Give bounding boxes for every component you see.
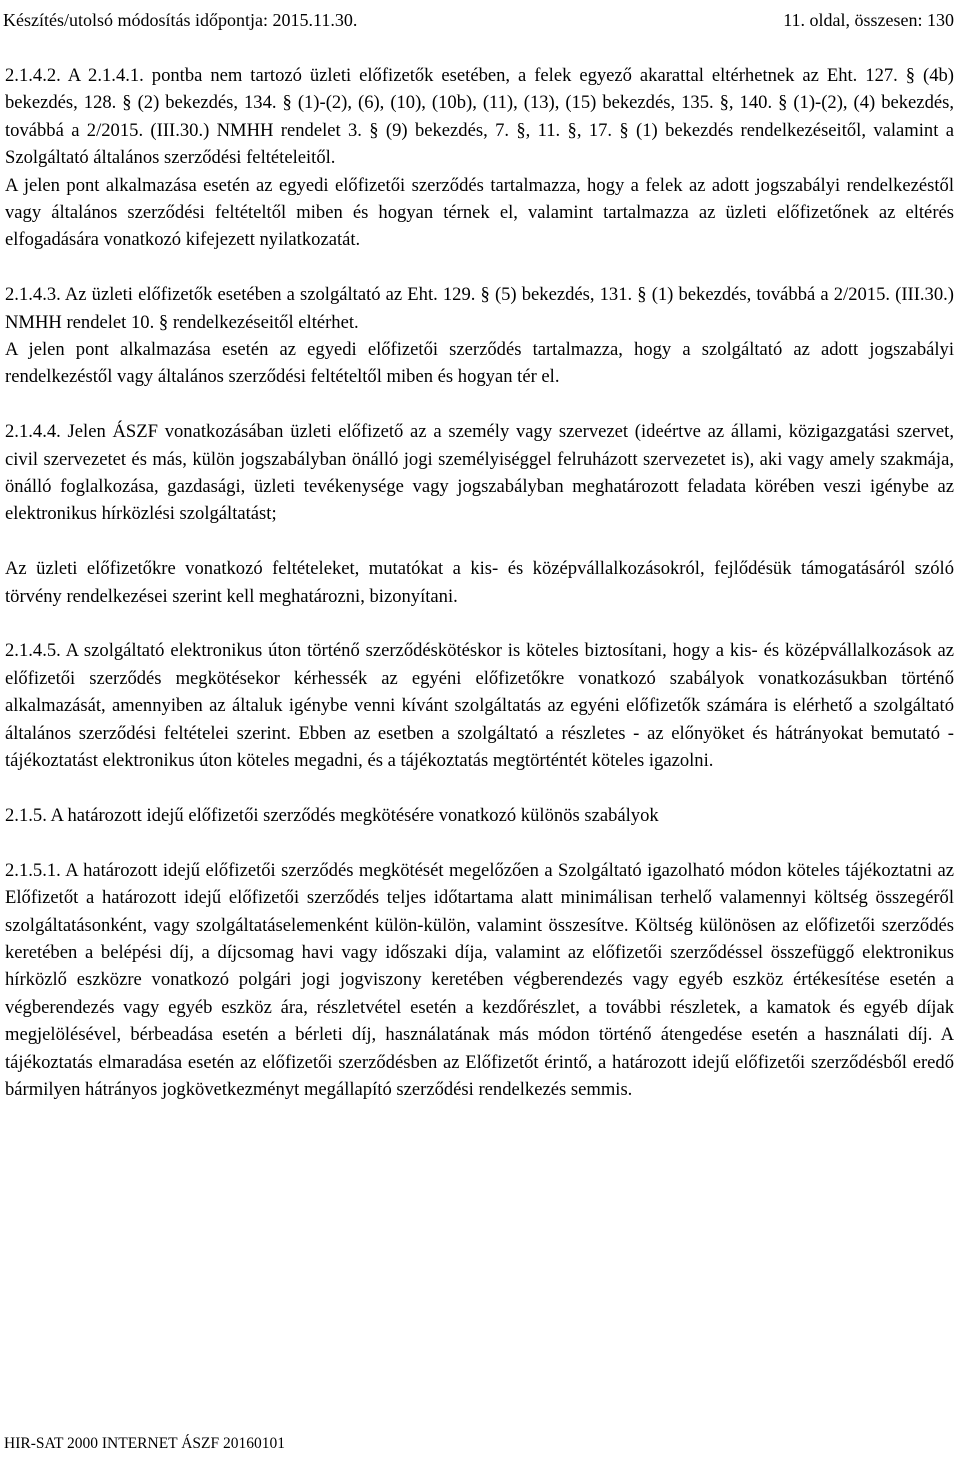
sme-conditions-paragraph: Az üzleti előfizetőkre vonatkozó feltételeket, mutatókat a kis- és középvállalkozásokról, fejlődésük támogatásáról szóló törvény rendelkezései szerint kell meghatározni, bizonyítani. — [5, 558, 954, 607]
page-footer — [4, 1434, 285, 1454]
modification-date: Készítés/utolsó módosítás időpontja: 2015.11.30. — [3, 10, 358, 30]
section-2-1-4-2-application-paragraph: A jelen pont alkalmazása esetén az egyedi előfizetői szerződés tartalmazza, hogy a felek az adott jogszabályi rendelkezéstől vagy általános szerződési feltételtől miben és hogyan térnek el, valamint tartalmazza az üzleti előfizetőnek az eltérés elfogadására vonatkozó kifejezett nyilatkozatát. — [5, 174, 954, 251]
document-body — [5, 62, 954, 1103]
section-2-1-5-heading: 2.1.5. A határozott idejű előfizetői szerződés megkötésére vonatkozó különös szabályok — [5, 804, 659, 826]
section-2-1-5-1-paragraph: 2.1.5.1. A határozott idejű előfizetői szerződés megkötését megelőzően a Szolgáltató igazolható módon köteles tájékoztatni az Előfizetőt a határozott idejű előfizetői szerződés teljes időtartama alatt minimálisan terhelő valamennyi költség összegéről szolgáltatásonként, vagy szolgáltatáselemenként külön-külön, valamint összesítve. Költség különösen az előfizetői szerződés keretében a belépési díj, a díjcsomag havi vagy időszaki díja, valamint az előfizetői szerződéssel összefüggő elektronikus hírközlő eszközre vonatkozó polgári jogi jogviszony keretében végberendezés vagy egyéb eszköz értékesítése esetén a végberendezés vagy egyéb eszköz ára, részletvétel esetén a kezdőrészlet, a további részletek, a kamatok és egyéb díjak megjelölésével, bérbeadása esetén a bérleti díj, használatának más módon történő átengedése esetén a használati díj. A tájékoztatás elmaradása esetén az előfizetői szerződésben az Előfizetőt érintő, a határozott idejű előfizetői szerződésből eredő bármilyen hátrányos jogkövetkezményt megállapító szerződési rendelkezés semmis. — [5, 859, 954, 1100]
section-2-1-4-3-paragraph: 2.1.4.3. Az üzleti előfizetők esetében a szolgáltató az Eht. 129. § (5) bekezdés, 131. § (1) bekezdés, továbbá a 2/2015. (III.30.) NMHH rendelet 10. § rendelkezéseitől eltérhet. — [5, 284, 954, 333]
section-2-1-4-3-application-paragraph: A jelen pont alkalmazása esetén az egyedi előfizetői szerződés tartalmazza, hogy a szolgáltató az adott jogszabályi rendelkezéstől vagy általános szerződési feltételtől miben és hogyan tér el. — [5, 339, 954, 388]
section-2-1-4-5-paragraph: 2.1.4.5. A szolgáltató elektronikus úton történő szerződéskötéskor is köteles biztosítani, hogy a kis- és középvállalkozások az előfizetői szerződés megkötésekor kérhessék az egyéni előfizetőkre vonatkozó szabályok vonatkozásukban történő alkalmazását, amennyiben az általuk igénybe venni kívánt szolgáltatás az egyéni előfizetők számára is elérhető a szolgáltató általános szerződési feltételei szerint. Ebben az esetben a szolgáltató a részletes - az előnyöket és hátrányokat bemutató - tájékoztatást elektronikus úton köteles megadni, és a tájékoztatás megtörténtét köteles igazolni. — [5, 640, 954, 772]
section-2-1-4-4-paragraph: 2.1.4.4. Jelen ÁSZF vonatkozásában üzleti előfizető az a személy vagy szervezet (ideértve az állami, közigazgatási szervet, civil szervezetet és más, külön jogszabályban önálló jogi személyiséggel felruházott szervezetet is), aki vagy amely szakmája, önálló foglalkozása, gazdasági, üzleti tevékenysége vagy jogszabályban meghatározott feladata körében veszi igénybe az elektronikus hírközlési szolgáltatást; — [5, 421, 954, 525]
section-2-1-4-2-paragraph: 2.1.4.2. A 2.1.4.1. pontba nem tartozó üzleti előfizetők esetében, a felek egyező akarattal eltérhetnek az Eht. 127. § (4b) bekezdés, 128. § (2) bekezdés, 134. § (1)-(2), (6), (10), (10b), (11), (13), (15) bekezdés, 135. §, 140. § (1)-(2), (4) bekezdés, továbbá a 2/2015. (III.30.) NMHH rendelet 3. § (9) bekezdés, 7. §, 11. §, 17. § (1) bekezdés rendelkezéseitől, valamint a Szolgáltató általános szerződési feltételeitől. — [5, 65, 954, 169]
page-number: 11. oldal, összesen: 130 — [783, 10, 954, 30]
document-id: HIR-SAT 2000 INTERNET ÁSZF 20160101 — [4, 1435, 286, 1452]
